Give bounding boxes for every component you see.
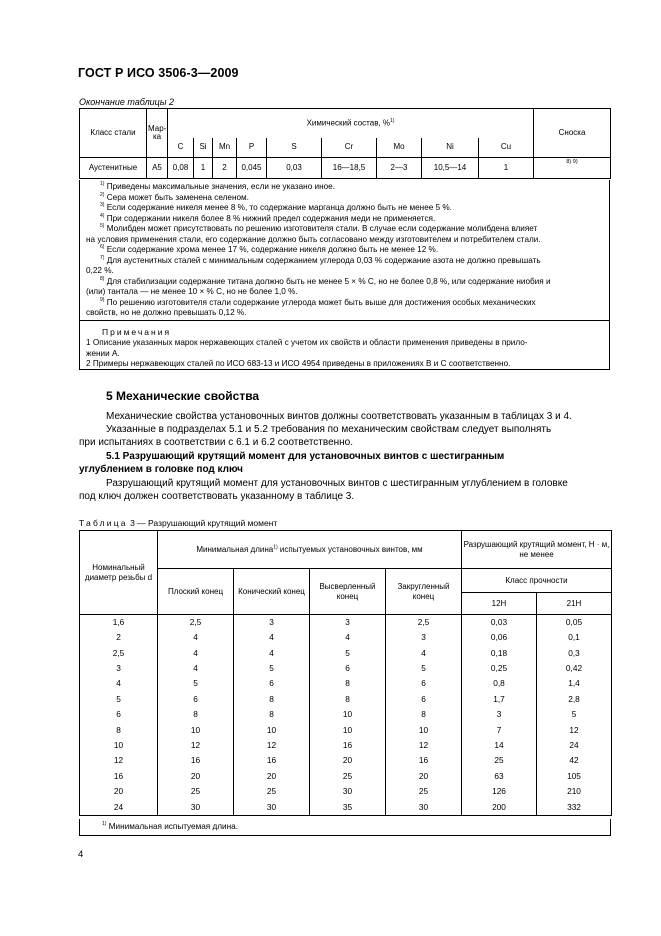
table-cell: 63 <box>462 769 537 784</box>
table-cell: 8 <box>234 692 310 707</box>
header-note: Сноска <box>534 109 611 158</box>
table-row <box>80 738 612 753</box>
table-cell: 4 <box>234 630 310 645</box>
table-cell: 4 <box>310 630 386 645</box>
paragraph: при испытаниях в соответствии с 6.1 и 6.2 соответственно. <box>79 437 354 448</box>
table-cell: 6 <box>234 677 310 692</box>
paragraph: Указанные в подразделах 5.1 и 5.2 требования по механическим свойствам следует выполнять <box>106 424 552 435</box>
table3-footnote: $^{1)}$ Минимальная испытуемая длина. <box>79 819 611 836</box>
footnote-line: $^{4)}$ При содержании никеля более 8 % нижний предел содержания меди не применяется. <box>100 212 436 223</box>
table-cell: 10 <box>310 723 386 738</box>
table-2 <box>79 108 611 179</box>
table-cell: 200 <box>462 800 537 816</box>
table-cell: 16 <box>80 769 158 784</box>
table-cell: 16 <box>234 754 310 769</box>
table-cell: 10 <box>80 738 158 753</box>
table-cell: 8 <box>386 707 462 722</box>
header-mark: Мар-ка <box>147 109 168 158</box>
table-cell: 210 <box>537 784 612 799</box>
table-cell: 0,1 <box>537 630 612 645</box>
table-cell: 8 <box>80 723 158 738</box>
table-cell: 6 <box>310 661 386 676</box>
row-value: 16—18,5 <box>322 158 377 179</box>
table-cell: 1,4 <box>537 677 612 692</box>
table-cell: 20 <box>80 784 158 799</box>
row-value: 10,5—14 <box>422 158 479 179</box>
table-cell: 5 <box>158 677 234 692</box>
table-cell: 6 <box>386 677 462 692</box>
table-cell: 0,42 <box>537 661 612 676</box>
element-header: P <box>237 138 267 158</box>
table-cell: 5 <box>537 707 612 722</box>
table-cell: 5 <box>80 692 158 707</box>
paragraph: Разрушающий крутящий момент для установочных винтов с шестигранным углублением в головке <box>106 478 568 489</box>
table-cell: 12 <box>234 738 310 753</box>
table-cell: 0,18 <box>462 646 537 661</box>
footnote-line: $^{2)}$ Сера может быть заменена селеном. <box>100 191 249 202</box>
row-value: 1 <box>479 158 534 179</box>
header-torque: Разрушающий крутящий момент, Н · м, не менее <box>462 531 612 569</box>
table-row <box>80 769 612 784</box>
element-header: Si <box>194 138 213 158</box>
table-cell: 0,05 <box>537 615 612 631</box>
header-cone: Конический конец <box>234 569 310 615</box>
element-header: Ni <box>422 138 479 158</box>
table-cell: 8 <box>234 707 310 722</box>
table-cell: 2 <box>80 630 158 645</box>
header-cup: Закругленный конец <box>386 569 462 615</box>
element-header: Cr <box>322 138 377 158</box>
footnote-line: $^{9)}$ По решению изготовителя стали содержание углерода может быть выше для достижения особых механических <box>100 296 536 307</box>
table-cell: 30 <box>234 800 310 816</box>
note-line: жении А. <box>86 348 120 358</box>
table-cell: 5 <box>234 661 310 676</box>
note-line: 1 Описание указанных марок нержавеющих сталей с учетом их свойств и области применения приведены в прило- <box>86 338 528 347</box>
table-cell: 6 <box>158 692 234 707</box>
table-cell: 2,5 <box>386 615 462 631</box>
header-diameter: Номинальный диаметр резьбы d <box>80 531 158 615</box>
row-value: 2—3 <box>377 158 422 179</box>
table-cell: 0,03 <box>462 615 537 631</box>
table3-caption: Таблица 3 — Разрушающий крутящий момент <box>79 518 278 528</box>
table-cell: 1,7 <box>462 692 537 707</box>
table-cell: 0,06 <box>462 630 537 645</box>
table-cell: 12 <box>386 738 462 753</box>
table-row <box>80 784 612 799</box>
element-header: C <box>168 138 194 158</box>
table-cell: 25 <box>158 784 234 799</box>
header-class: Класс стали <box>80 109 147 158</box>
table-cell: 3 <box>386 630 462 645</box>
table-cell: 25 <box>310 769 386 784</box>
table-cell: 30 <box>158 800 234 816</box>
table-cell: 10 <box>158 723 234 738</box>
table-row <box>80 754 612 769</box>
table-cell: 8 <box>310 677 386 692</box>
table-cell: 4 <box>158 646 234 661</box>
table2-notes <box>79 180 610 370</box>
table-cell: 4 <box>158 661 234 676</box>
table-cell: 4 <box>234 646 310 661</box>
footnote-line: на условия применения стали, его содержание должно быть согласовано между изготовителем и потребителем стали. <box>86 234 541 244</box>
header-chem: Химический состав, %$^{1)}$ <box>168 109 534 139</box>
table-cell: 10 <box>310 707 386 722</box>
table-cell: 20 <box>158 769 234 784</box>
table-cell: 4 <box>158 630 234 645</box>
table-cell: 3 <box>310 615 386 631</box>
notes-title: Примечания <box>102 327 172 337</box>
table-row <box>80 692 612 707</box>
footnote-line: 0,22 %. <box>86 266 114 275</box>
subsection-5-1-title-cont: углублением в головке под ключ <box>79 464 243 475</box>
header-drilled: Высверленный конец <box>310 569 386 615</box>
table-cell: 3 <box>462 707 537 722</box>
table-cell: 16 <box>158 754 234 769</box>
table-cell: 126 <box>462 784 537 799</box>
subsection-5-1-title: 5.1 Разрушающий крутящий момент для установочных винтов с шестигранным <box>106 451 505 462</box>
table-cell: 10 <box>234 723 310 738</box>
header-class: Класс прочности <box>462 569 612 593</box>
table-cell: 25 <box>234 784 310 799</box>
row-note: 8) 9) <box>534 158 611 179</box>
paragraph: Механические свойства установочных винтов должны соответствовать указанным в таблицах 3 и 4. <box>106 411 572 422</box>
table-cell: 8 <box>310 692 386 707</box>
footnote-line: $^{8)}$ Для стабилизации содержание титана должно быть не менее 5 × % C, но не более 0,8 %, или содержание ниобия и <box>100 275 551 286</box>
row-mark: A5 <box>147 158 168 179</box>
row-value: 1 <box>194 158 213 179</box>
table-cell: 4 <box>386 646 462 661</box>
table-cell: 20 <box>386 769 462 784</box>
page-number: 4 <box>78 849 84 860</box>
table2-caption: Окончание таблицы 2 <box>79 97 174 107</box>
table-cell: 2,8 <box>537 692 612 707</box>
table-cell: 12 <box>158 738 234 753</box>
row-value: 0,08 <box>168 158 194 179</box>
table-cell: 16 <box>310 738 386 753</box>
table-cell: 14 <box>462 738 537 753</box>
header-21h: 21H <box>537 593 612 615</box>
table-cell: 2,5 <box>158 615 234 631</box>
table-cell: 20 <box>310 754 386 769</box>
table-cell: 0,8 <box>462 677 537 692</box>
note-line: 2 Примеры нержавеющих сталей по ИСО 683-13 и ИСО 4954 приведены в приложениях В и С соответственно. <box>86 359 511 368</box>
element-header: Cu <box>479 138 534 158</box>
table-cell: 7 <box>462 723 537 738</box>
table-row <box>80 723 612 738</box>
table-cell: 8 <box>158 707 234 722</box>
table-cell: 1,6 <box>80 615 158 631</box>
document-header: ГОСТ Р ИСО 3506-3—2009 <box>78 66 239 80</box>
table-cell: 5 <box>386 661 462 676</box>
table-row <box>80 661 612 676</box>
table-row <box>80 646 612 661</box>
footnote-line: $^{3)}$ Если содержание никеля менее 8 %, то содержание марганца должно быть не менее 5 %. <box>100 202 452 212</box>
divider <box>80 320 609 321</box>
element-header: Mo <box>377 138 422 158</box>
table-cell: 24 <box>80 800 158 816</box>
table-cell: 30 <box>310 784 386 799</box>
table-row <box>80 677 612 692</box>
element-header: S <box>267 138 322 158</box>
table-cell: 16 <box>386 754 462 769</box>
table-3 <box>79 530 612 816</box>
table-cell: 25 <box>386 784 462 799</box>
table-cell: 6 <box>80 707 158 722</box>
row-value: 2 <box>213 158 237 179</box>
table-cell: 0,3 <box>537 646 612 661</box>
header-12h: 12H <box>462 593 537 615</box>
table-cell: 6 <box>386 692 462 707</box>
table-cell: 42 <box>537 754 612 769</box>
header-flat: Плоский конец <box>158 569 234 615</box>
table-cell: 35 <box>310 800 386 816</box>
table-cell: 3 <box>80 661 158 676</box>
table-cell: 20 <box>234 769 310 784</box>
table-cell: 3 <box>234 615 310 631</box>
table-cell: 0,25 <box>462 661 537 676</box>
table-cell: 332 <box>537 800 612 816</box>
paragraph: под ключ должен соответствовать указанному в таблице 3. <box>79 491 355 502</box>
table-cell: 25 <box>462 754 537 769</box>
element-header: Mn <box>213 138 237 158</box>
table-cell: 105 <box>537 769 612 784</box>
footnote-line: $^{1)}$ Приведены максимальные значения, если не указано иное. <box>100 181 335 191</box>
footnote-line: $^{7)}$ Для аустенитных сталей с минимальным содержанием углерода 0,03 % содержание азота не должно превышать <box>100 254 541 265</box>
footnote-line: (или) тантала — не менее 10 × % C, но не более 1,0 %. <box>86 287 298 296</box>
table-row <box>80 615 612 631</box>
table-cell: 2,5 <box>80 646 158 661</box>
table-row <box>80 707 612 722</box>
table-row <box>80 800 612 816</box>
row-value: 0,045 <box>237 158 267 179</box>
section-5-title: 5 Механические свойства <box>106 389 260 403</box>
row-value: 0,03 <box>267 158 322 179</box>
table-cell: 10 <box>386 723 462 738</box>
table-cell: 30 <box>386 800 462 816</box>
table-cell: 24 <box>537 738 612 753</box>
footnote-line: свойств, но не должно превышать 0,12 %. <box>86 308 247 317</box>
header-min-length: Минимальная длина$^{1)}$ испытуемых установочных винтов, мм <box>158 531 462 569</box>
table-cell: 12 <box>537 723 612 738</box>
table-cell: 4 <box>80 677 158 692</box>
footnote-line: $^{5)}$ Молибден может присутствовать по решению изготовителя стали. В случае если содержание молибдена влияет <box>100 223 538 233</box>
table-cell: 5 <box>310 646 386 661</box>
table-cell: 12 <box>80 754 158 769</box>
footnote-line: $^{6)}$ Если содержание хрома менее 17 %, содержание никеля должно быть не менее 12 %. <box>100 244 439 254</box>
table-row <box>80 630 612 645</box>
row-class: Аустенитные <box>80 158 147 179</box>
